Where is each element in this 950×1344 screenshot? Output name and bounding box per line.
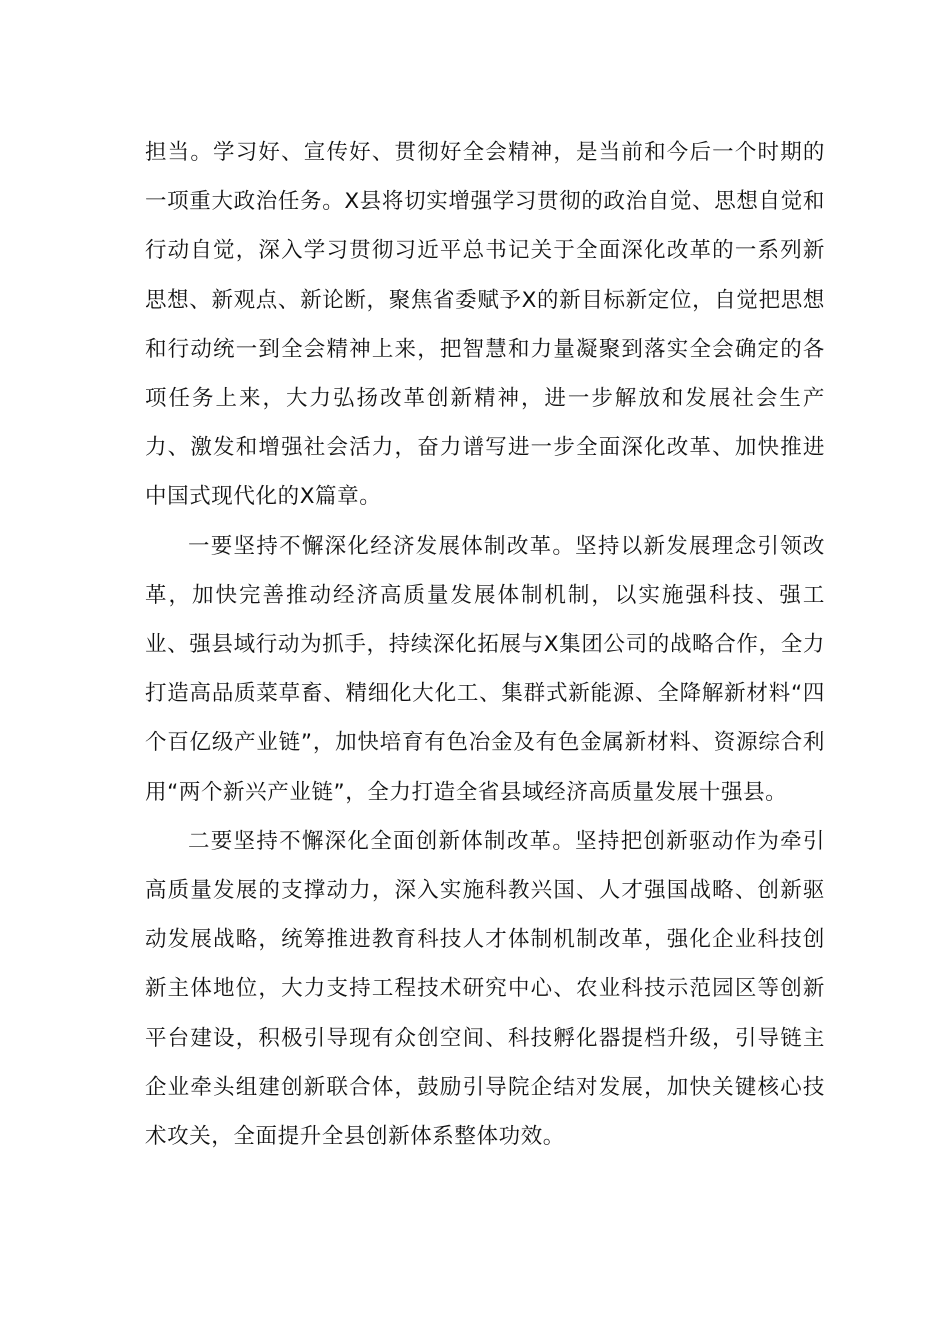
document-body	[145, 128, 825, 1161]
paragraph-continuation: 担当。学习好、宣传好、贯彻好全会精神，是当前和今后一个时期的一项重大政治任务。X县将切实增强学习贯彻的政治自觉、思想自觉和行动自觉，深入学习贯彻习近平总书记关于全面深化改革的一系列新思想、新观点、新论断，聚焦省委赋予X的新目标新定位，自觉把思想和行动统一到全会精神上来，把智慧和力量凝聚到落实全会确定的各项任务上来，大力弘扬改革创新精神，进一步解放和发展社会生产力、激发和增强社会活力，奋力谱写进一步全面深化改革、加快推进中国式现代化的X篇章。	[145, 140, 825, 510]
paragraph-innovation-reform: 二要坚持不懈深化全面创新体制改革。坚持把创新驱动作为牵引高质量发展的支撑动力，深入实施科教兴国、人才强国战略、创新驱动发展战略，统筹推进教育科技人才体制机制改革，强化企业科技创新主体地位，大力支持工程技术研究中心、农业科技示范园区等创新平台建设，积极引导现有众创空间、科技孵化器提档升级，引导链主企业牵头组建创新联合体，鼓励引导院企结对发展，加快关键核心技术攻关，全面提升全县创新体系整体功效。	[145, 828, 825, 1150]
paragraph-economic-reform: 一要坚持不懈深化经济发展体制改革。坚持以新发展理念引领改革，加快完善推动经济高质量发展体制机制，以实施强科技、强工业、强县域行动为抓手，持续深化拓展与X集团公司的战略合作，全力打造高品质菜草畜、精细化大化工、集群式新能源、全降解新材料“四个百亿级产业链”，加快培育有色冶金及有色金属新材料、资源综合利用“两个新兴产业链”，全力打造全省县域经济高质量发展十强县。	[145, 533, 825, 805]
